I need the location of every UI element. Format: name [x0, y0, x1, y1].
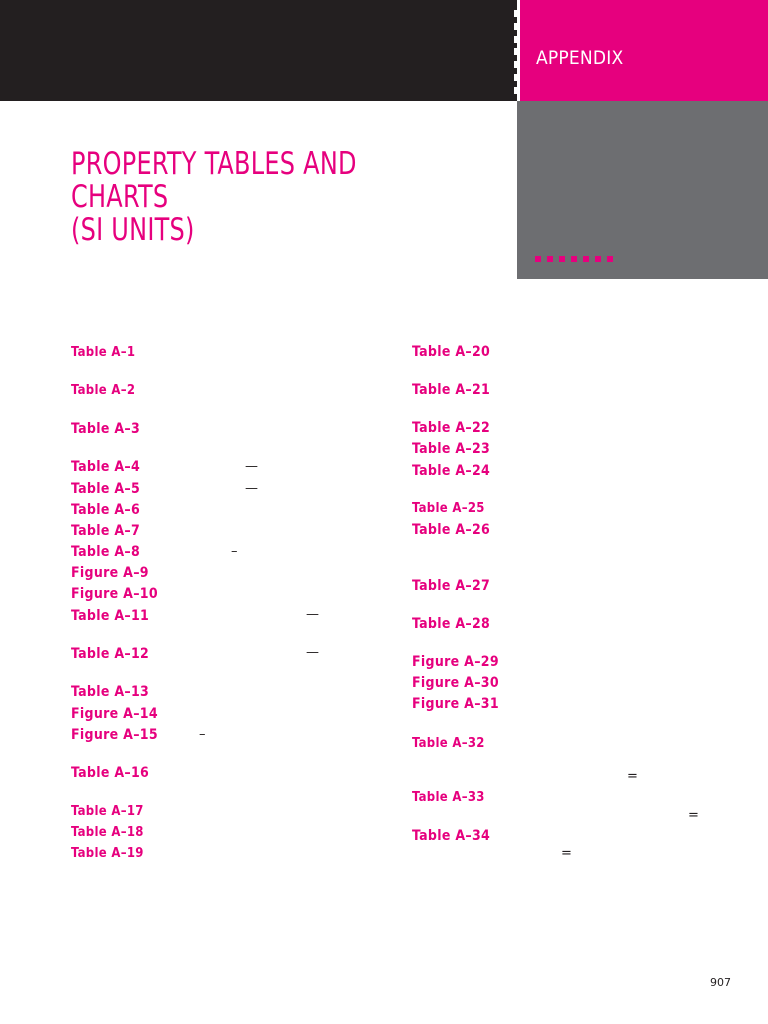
toc-item-table-a27: Table A–27	[412, 578, 491, 594]
toc-item-table-a6: Table A–6	[71, 502, 141, 518]
page-number: 907	[710, 976, 731, 989]
pink-dot	[559, 256, 565, 262]
toc-item-figure-a14: Figure A–14	[71, 706, 158, 722]
toc-item-table-a25: Table A–25	[412, 501, 485, 516]
em-dash-mark: —	[306, 607, 319, 622]
toc-item-table-a7: Table A–7	[71, 523, 141, 539]
pink-dot	[571, 256, 577, 262]
en-dash-mark: –	[199, 727, 206, 742]
toc-item-table-a5: Table A–5	[71, 481, 141, 497]
page-title-line-1: PROPERTY TABLES AND CHARTS	[71, 146, 357, 215]
toc-item-table-a18: Table A–18	[71, 825, 144, 840]
em-dash-mark: —	[306, 645, 319, 660]
toc-item-figure-a31: Figure A–31	[412, 696, 499, 712]
toc-item-figure-a9: Figure A–9	[71, 565, 149, 581]
pink-dot-row	[535, 256, 613, 262]
pink-dot	[547, 256, 553, 262]
toc-item-table-a33: Table A–33	[412, 790, 485, 805]
toc-item-table-a12: Table A–12	[71, 646, 150, 662]
em-dash-mark: —	[245, 481, 258, 496]
en-dash-mark: –	[231, 544, 238, 559]
toc-item-figure-a15: Figure A–15	[71, 727, 158, 743]
toc-item-table-a16: Table A–16	[71, 765, 150, 781]
toc-item-table-a22: Table A–22	[412, 420, 491, 436]
toc-item-table-a23: Table A–23	[412, 441, 491, 457]
equals-mark: =	[688, 808, 699, 823]
toc-item-table-a13: Table A–13	[71, 684, 150, 700]
pink-dot	[535, 256, 541, 262]
appendix-label: APPENDIX	[536, 47, 624, 69]
pink-dot	[595, 256, 601, 262]
toc-item-table-a3: Table A–3	[71, 421, 141, 437]
toc-item-table-a20: Table A–20	[412, 344, 491, 360]
toc-item-figure-a30: Figure A–30	[412, 675, 499, 691]
toc-item-table-a11: Table A–11	[71, 608, 150, 624]
toc-item-table-a32: Table A–32	[412, 736, 485, 751]
toc-item-table-a17: Table A–17	[71, 804, 144, 819]
toc-item-figure-a10: Figure A–10	[71, 586, 158, 602]
page-title-line-2: (SI UNITS)	[71, 212, 195, 248]
pink-dot	[583, 256, 589, 262]
toc-item-table-a19: Table A–19	[71, 846, 144, 861]
toc-item-figure-a29: Figure A–29	[412, 654, 499, 670]
gray-side-block	[517, 101, 768, 279]
toc-item-table-a1: Table A–1	[71, 345, 136, 360]
pink-dot	[607, 256, 613, 262]
toc-item-table-a21: Table A–21	[412, 382, 491, 398]
toc-item-table-a8: Table A–8	[71, 544, 141, 560]
page-title	[71, 148, 449, 247]
toc-item-table-a4: Table A–4	[71, 459, 141, 475]
toc-item-table-a26: Table A–26	[412, 522, 491, 538]
toc-item-table-a28: Table A–28	[412, 616, 491, 632]
equals-mark: =	[627, 769, 638, 784]
equals-mark: =	[561, 846, 572, 861]
toc-item-table-a2: Table A–2	[71, 383, 136, 398]
toc-item-table-a34: Table A–34	[412, 828, 491, 844]
header-dark-band	[0, 0, 517, 101]
toc-item-table-a24: Table A–24	[412, 463, 491, 479]
em-dash-mark: —	[245, 459, 258, 474]
